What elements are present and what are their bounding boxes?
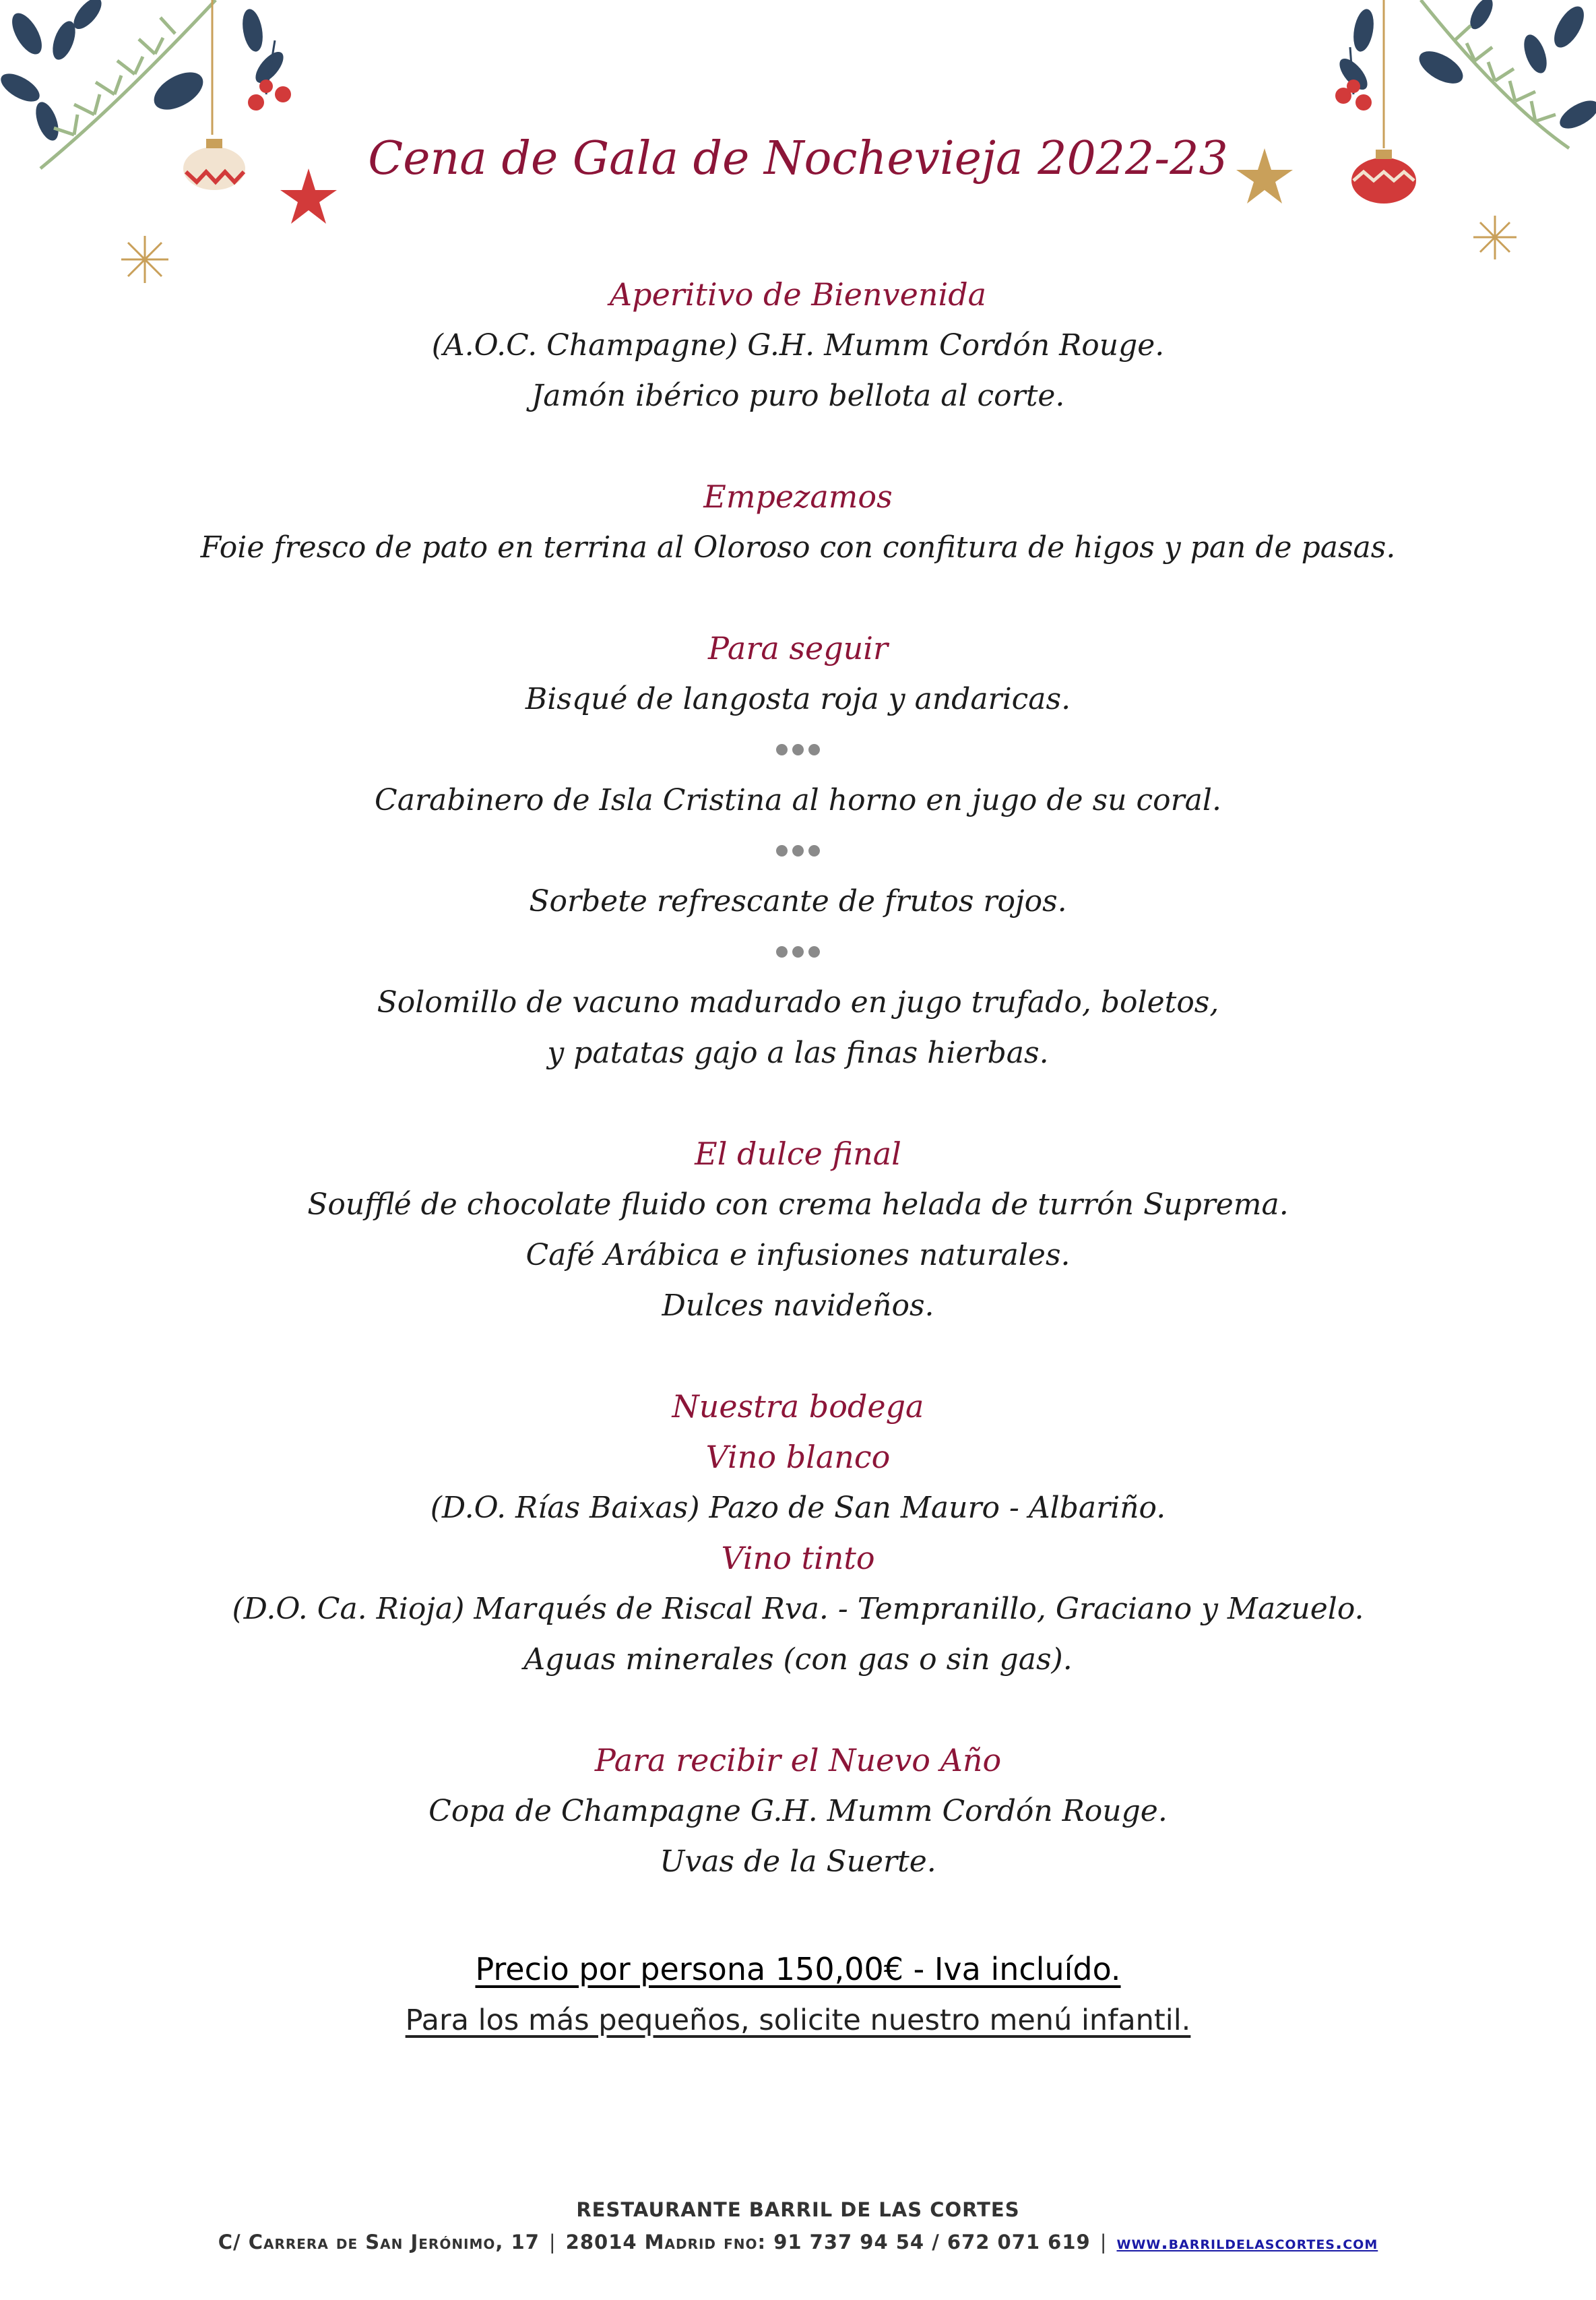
dots-separator — [0, 724, 1596, 775]
menu-item: (D.O. Rías Baixas) Pazo de San Mauro - Albariño. — [430, 1491, 1166, 1525]
footer-address: C/ Carrera de San Jerónimo, 17 — [218, 2231, 540, 2254]
section-heading-bodega: Nuestra bodega — [672, 1388, 924, 1425]
kids-menu-note: Para los más pequeños, solicite nuestro menú infantil. — [405, 2003, 1191, 2037]
subheading-vino-blanco: Vino blanco — [705, 1439, 891, 1475]
footer-contact: 28014 Madrid fno: 91 737 94 54 / 672 071 619 — [565, 2231, 1091, 2254]
menu-item: Aguas minerales (con gas o sin gas). — [523, 1642, 1073, 1677]
footer-address-line: C/ Carrera de San Jerónimo, 17 | 28014 Madrid fno: 91 737 94 54 / 672 071 619 | www.barrildelascortes.com — [218, 2231, 1378, 2254]
menu-item: Uvas de la Suerte. — [660, 1844, 936, 1879]
menu-item: Jamón ibérico puro bellota al corte. — [531, 379, 1065, 413]
menu-item: Sorbete refrescante de frutos rojos. — [529, 884, 1067, 919]
menu-item: Solomillo de vacuno madurado en jugo trufado, boletos, — [377, 985, 1219, 1020]
section-heading-nuevo-ano: Para recibir el Nuevo Año — [594, 1742, 1002, 1778]
section-heading-para-seguir: Para seguir — [708, 630, 888, 666]
menu-item: Soufflé de chocolate fluido con crema helada de turrón Suprema. — [307, 1187, 1289, 1222]
menu-body — [0, 270, 1596, 1887]
dots-separator — [0, 826, 1596, 876]
dots-separator — [0, 927, 1596, 977]
menu-item: Dulces navideños. — [662, 1288, 934, 1323]
section-heading-dulce-final: El dulce final — [695, 1136, 901, 1172]
menu-item: y patatas gajo a las finas hierbas. — [547, 1036, 1049, 1070]
website-link[interactable]: www.barrildelascortes.com — [1116, 2233, 1378, 2254]
section-heading-empezamos: Empezamos — [703, 478, 893, 515]
menu-item: Café Arábica e infusiones naturales. — [525, 1238, 1071, 1272]
menu-item: Copa de Champagne G.H. Mumm Cordón Rouge. — [428, 1794, 1168, 1828]
menu-item: Carabinero de Isla Cristina al horno en jugo de su coral. — [375, 783, 1221, 817]
price-line: Precio por persona 150,00€ - Iva incluído. — [475, 1951, 1121, 1987]
menu-item: (D.O. Ca. Rioja) Marqués de Riscal Rva. - Tempranillo, Graciano y Mazuelo. — [232, 1592, 1364, 1626]
menu-item: Bisqué de langosta roja y andaricas. — [525, 682, 1071, 716]
section-heading-aperitivo: Aperitivo de Bienvenida — [609, 276, 987, 313]
subheading-vino-tinto: Vino tinto — [721, 1540, 875, 1576]
page-title: Cena de Gala de Nochevieja 2022-23 — [368, 132, 1228, 185]
menu-item: Foie fresco de pato en terrina al Oloroso con confitura de higos y pan de pasas. — [200, 530, 1396, 565]
footer-restaurant-name: RESTAURANTE BARRIL DE LAS CORTES — [576, 2198, 1020, 2221]
menu-item: (A.O.C. Champagne) G.H. Mumm Cordón Rouge. — [431, 328, 1165, 363]
